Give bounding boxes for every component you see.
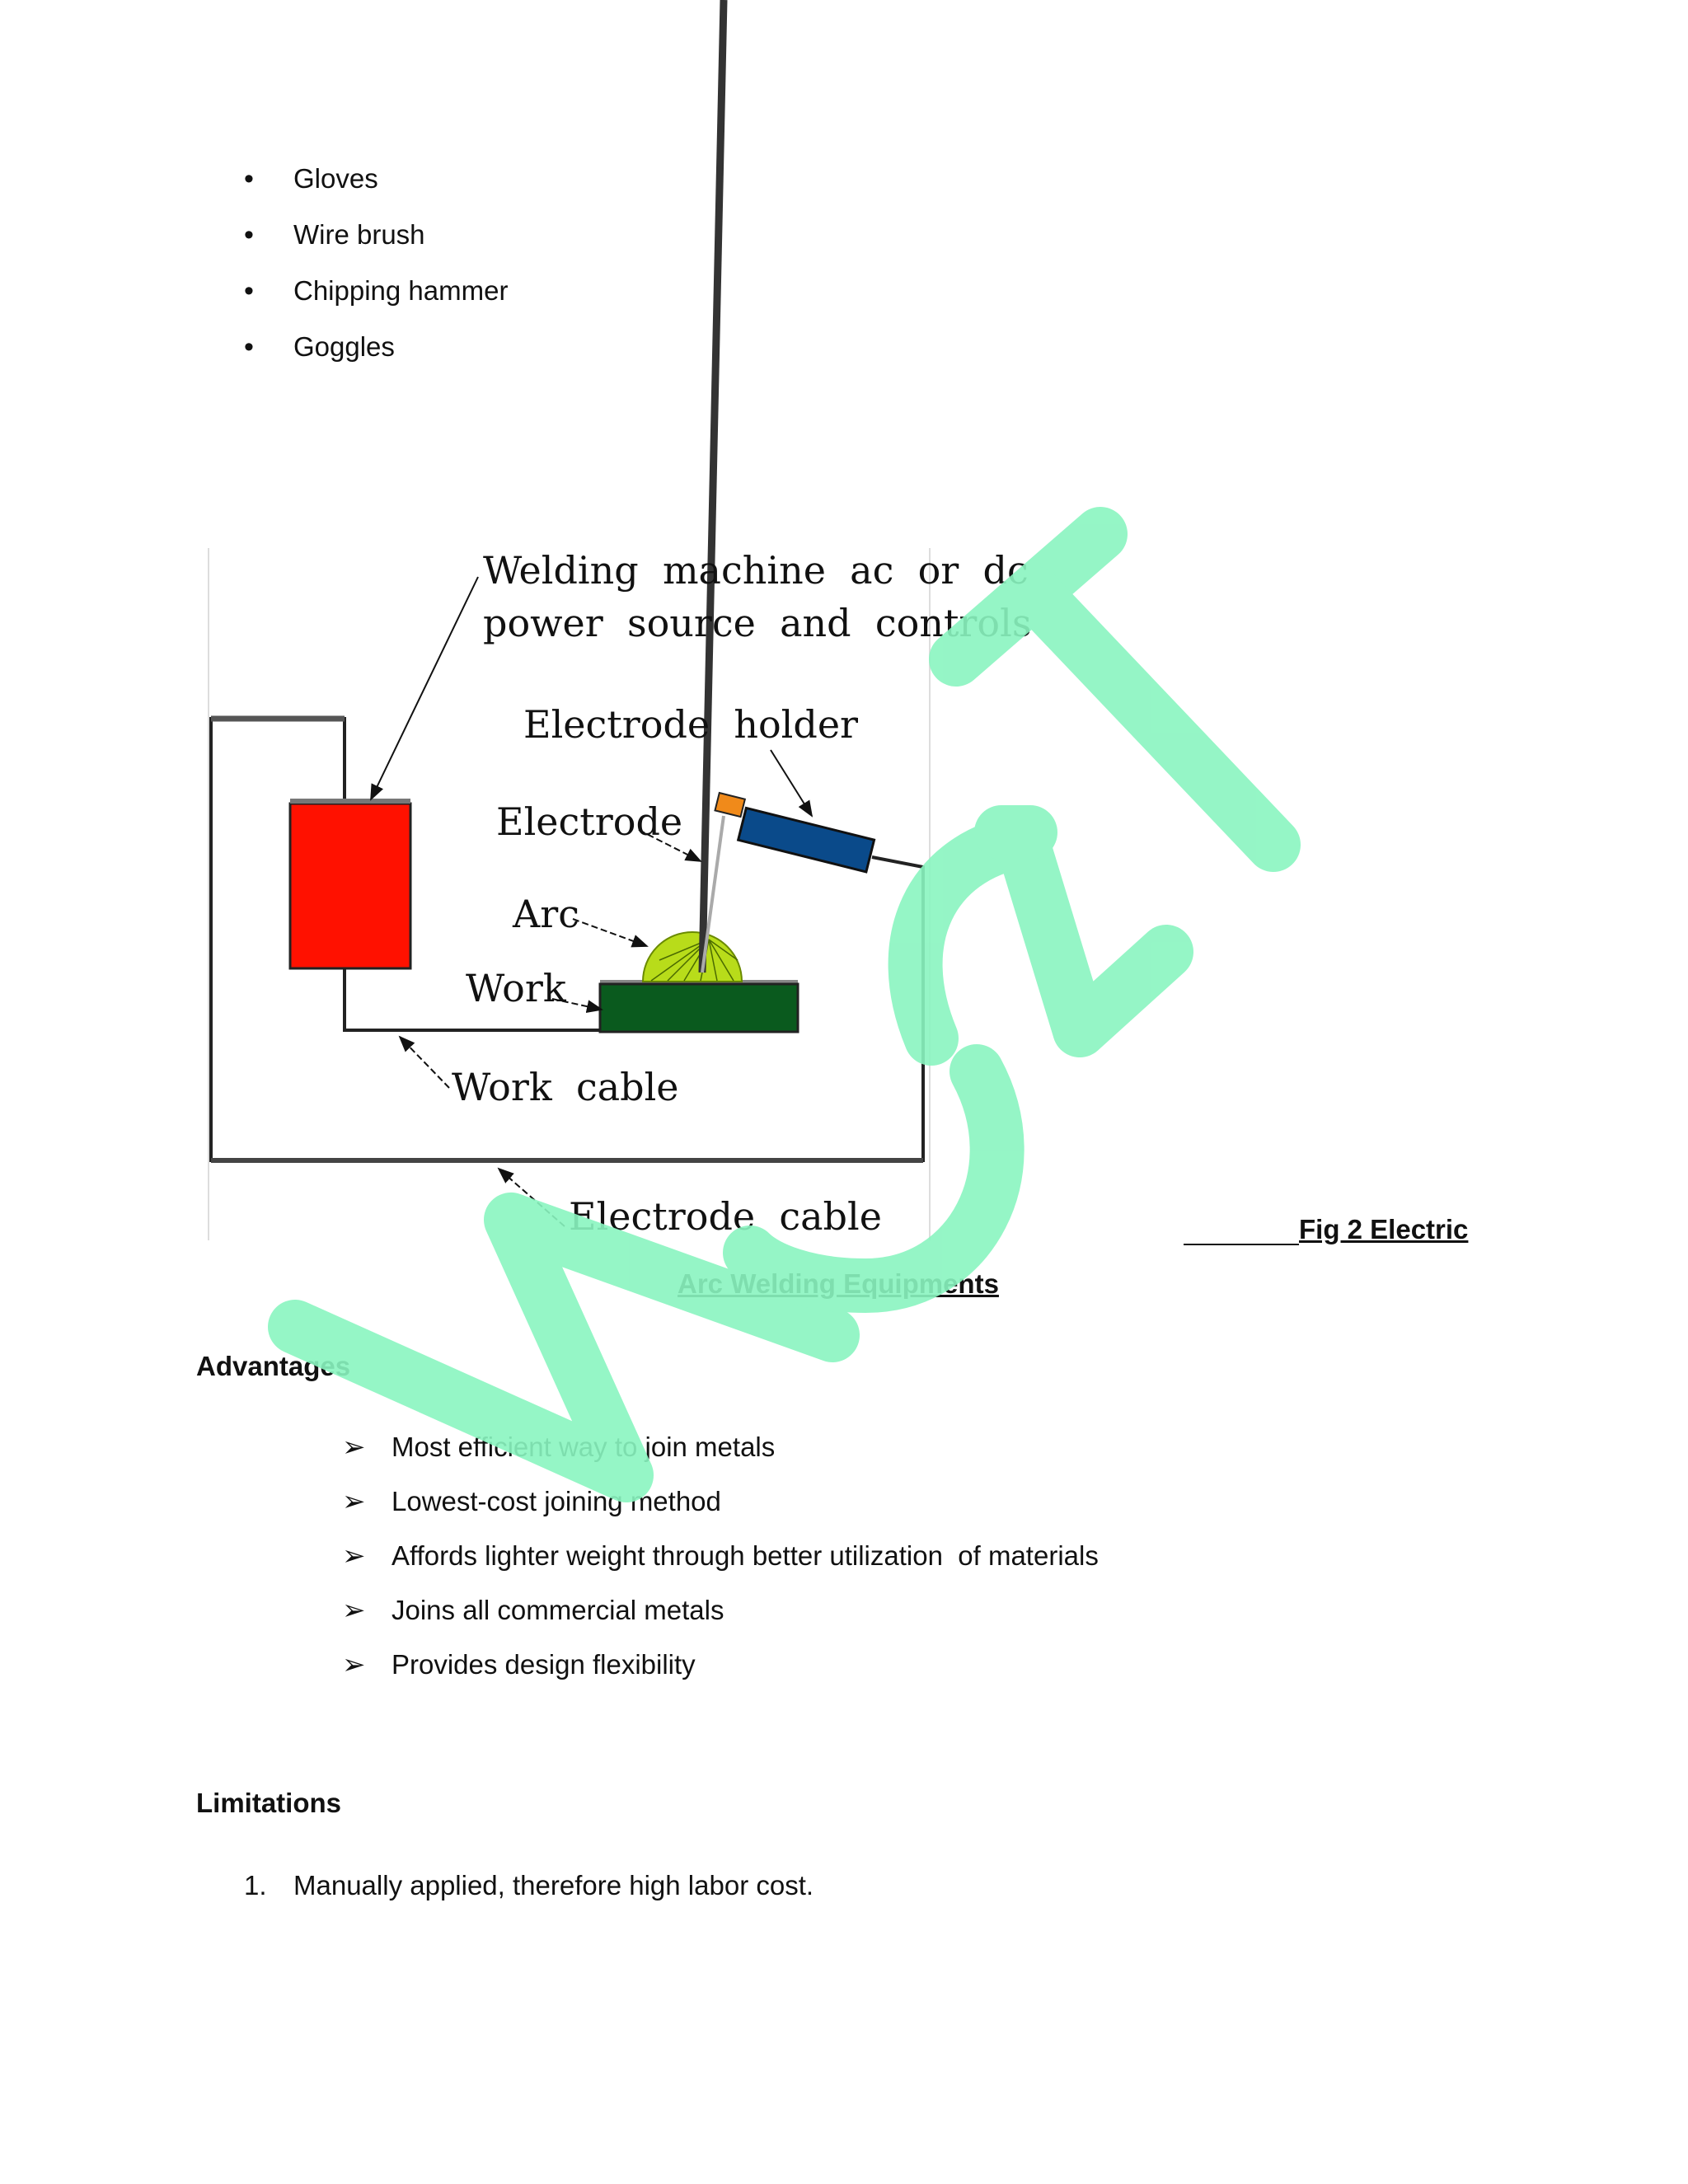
label-machine-line2: power source and controls: [483, 601, 1032, 645]
label-electrode-holder: Electrode holder: [523, 702, 859, 747]
electrode-holder: [710, 793, 876, 872]
label-work: Work: [466, 966, 566, 1010]
arrow-bullet-icon: ➢: [342, 1649, 366, 1680]
label-electrode-cable: Electrode cable: [569, 1194, 882, 1239]
label-electrode: Electrode: [496, 799, 683, 844]
bullet-dot-icon: •: [244, 331, 254, 363]
figure-caption-line1: Fig 2 Electric: [1299, 1214, 1469, 1244]
label-arrow: [771, 750, 812, 816]
label-work-cable: Work cable: [452, 1065, 679, 1109]
label-arc: Arc: [513, 892, 579, 936]
arrow-bullet-icon: ➢: [342, 1595, 366, 1626]
limitations-heading: Limitations: [196, 1788, 342, 1818]
label-arrow: [371, 577, 478, 799]
bullet-dot-icon: •: [244, 275, 254, 307]
list-number: 1.: [244, 1870, 267, 1900]
caption-underline-lead: [1184, 1244, 1299, 1245]
label-arrow: [499, 1169, 565, 1226]
electrode-rod: [702, 0, 724, 972]
advantages-heading: Advantages: [196, 1351, 351, 1381]
bullet-dot-icon: •: [244, 219, 254, 251]
work-piece: [600, 984, 798, 1032]
label-arrow: [573, 919, 647, 946]
welding-machine: [290, 804, 410, 968]
bullet-dot-icon: •: [244, 163, 254, 194]
arrow-bullet-icon: ➢: [342, 1486, 366, 1517]
arrow-bullet-icon: ➢: [342, 1540, 366, 1572]
figure-caption-line2: Arc Welding Equipments: [678, 1268, 999, 1299]
label-arrow: [400, 1037, 449, 1088]
arc-glow: [643, 932, 742, 982]
arrow-bullet-icon: ➢: [342, 1432, 366, 1463]
label-machine-line1: Welding machine ac or dc: [483, 548, 1029, 593]
